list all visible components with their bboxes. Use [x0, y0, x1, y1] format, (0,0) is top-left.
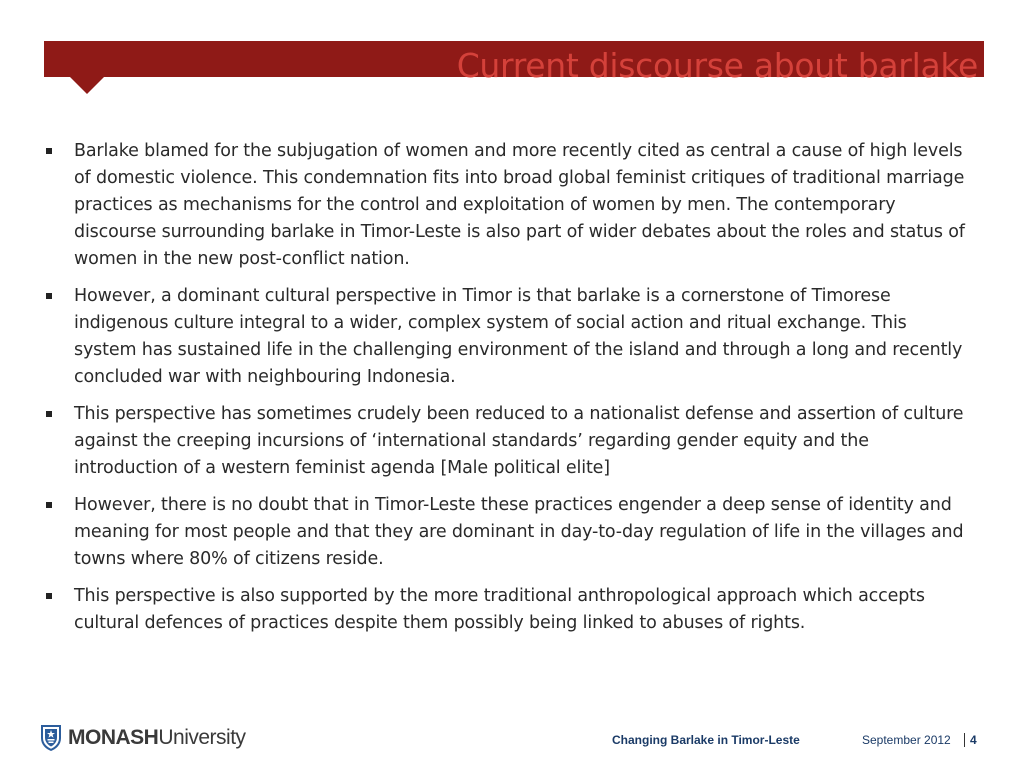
footer-presentation-title: Changing Barlake in Timor-Leste: [612, 733, 800, 747]
bullet-text: This perspective is also supported by the more traditional anthropological approach which accepts cultural defences of practices despite them possibly being linked to abuses of rights.: [74, 586, 925, 633]
bullet-item: [44, 138, 974, 273]
bullet-text: This perspective has sometimes crudely been reduced to a nationalist defense and assertion of culture against the creeping incursions of ‘international standards’ regarding gender equity and the introduction of a western feminist agenda [Male political elite]: [74, 404, 964, 478]
square-bullet-icon: [46, 293, 52, 299]
bullet-item: [44, 583, 974, 637]
monash-logo: [40, 723, 246, 753]
square-bullet-icon: [46, 502, 52, 508]
square-bullet-icon: [46, 148, 52, 154]
footer-divider: [964, 733, 965, 747]
bullet-text: However, there is no doubt that in Timor-Leste these practices engender a deep sense of identity and meaning for most people and that they are dominant in day-to-day regulation of life in the villages and towns where 80% of citizens reside.: [74, 495, 964, 569]
bullet-item: [44, 492, 974, 573]
footer-date: September 2012: [862, 733, 951, 747]
footer-page-number: 4: [970, 733, 977, 747]
bullet-list: [44, 138, 974, 647]
bullet-text: However, a dominant cultural perspective in Timor is that barlake is a cornerstone of Timorese indigenous culture integral to a wider, complex system of social action and ritual exchange. This system has sustained life in the challenging environment of the island and through a long and recently concluded war with neighbouring Indonesia.: [74, 286, 963, 387]
crest-icon: [40, 724, 62, 752]
logo-monash-text: MONASH: [68, 726, 159, 749]
bullet-text: Barlake blamed for the subjugation of women and more recently cited as central a cause of high levels of domestic violence. This condemnation fits into broad global feminist critiques of traditional marriage practices as mechanisms for the control and exploitation of women by men. The contemporary discourse surrounding barlake in Timor-Leste is also part of wider debates about the roles and status of women in the new post-conflict nation.: [74, 141, 965, 269]
bullet-item: [44, 401, 974, 482]
bullet-item: [44, 283, 974, 391]
slide-title: Current discourse about barlake: [456, 46, 978, 85]
title-bar-notch: [70, 77, 104, 94]
square-bullet-icon: [46, 593, 52, 599]
logo-university-text: University: [158, 726, 246, 749]
square-bullet-icon: [46, 411, 52, 417]
